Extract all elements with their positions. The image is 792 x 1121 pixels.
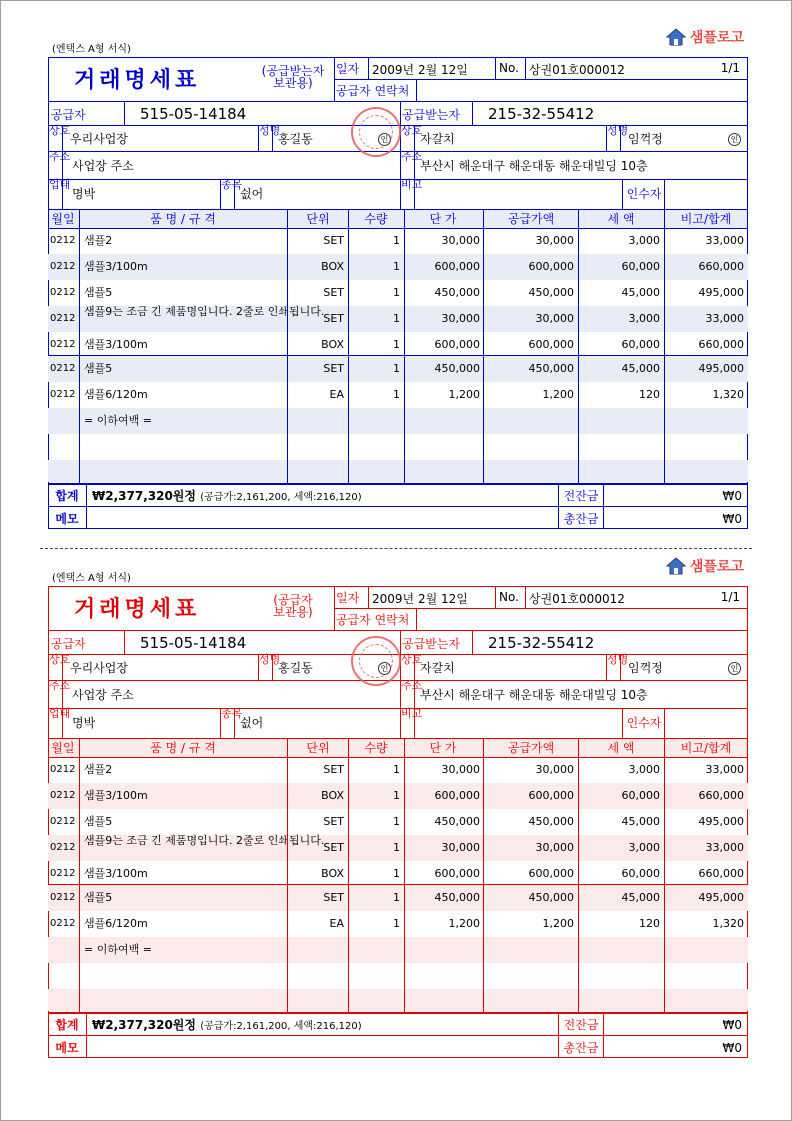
supplier-item-label: 종목 — [221, 707, 243, 720]
cell-qty: 1 — [393, 234, 400, 247]
cell-amount: 30,000 — [535, 763, 574, 776]
buyer-address: 부산시 해운대구 해운대동 해운대빌딩 10층 — [420, 159, 648, 173]
cell-price: 450,000 — [434, 891, 480, 904]
date-label: 일자 — [336, 62, 360, 76]
col-unit: 단위 — [306, 212, 330, 226]
cell-price: 30,000 — [441, 841, 480, 854]
supplier-seal: 인 — [378, 133, 391, 146]
supplier-reg-no: 515-05-14184 — [140, 634, 247, 652]
supplier-type: 명박 — [72, 716, 96, 730]
doc-number: 상권01호000012 — [529, 63, 625, 77]
cell-price: 30,000 — [441, 763, 480, 776]
cell-qty: 1 — [393, 286, 400, 299]
col-price: 단 가 — [429, 741, 457, 755]
total-amount-line — [92, 1016, 552, 1034]
cell-total: 1,320 — [712, 388, 744, 401]
cell-unit: BOX — [321, 338, 344, 351]
col-date: 월일 — [51, 741, 75, 755]
col-tax: 세 액 — [607, 212, 635, 226]
buyer-address: 부산시 해운대구 해운대동 해운대빌딩 10층 — [420, 688, 648, 702]
prev-balance-label: 전잔금 — [563, 1018, 599, 1032]
memo-label: 메모 — [55, 1041, 79, 1055]
logo — [666, 555, 744, 577]
cell-tax: 3,000 — [628, 234, 660, 247]
cell-tax: 60,000 — [621, 338, 660, 351]
cell-item: 샘플5 — [84, 286, 113, 299]
cell-amount: 600,000 — [528, 867, 574, 880]
supplier-name-label: 상호 — [49, 653, 71, 666]
cell-item: = 이하여백 = — [84, 414, 152, 427]
cell-unit: EA — [329, 917, 344, 930]
cell-unit: SET — [323, 286, 344, 299]
buyer-note-label: 비고 — [401, 707, 423, 720]
table-row — [48, 885, 748, 911]
cell-date — [50, 408, 78, 434]
supplier-name: 우리사업장 — [70, 132, 128, 146]
prev-balance: ₩0 — [722, 1018, 742, 1032]
cell-tax: 120 — [639, 917, 660, 930]
total-amount-line — [92, 487, 552, 505]
cell-qty: 1 — [393, 763, 400, 776]
cell-total: 660,000 — [698, 338, 744, 351]
supplier-address: 사업장 주소 — [72, 688, 134, 702]
cell-tax: 120 — [639, 388, 660, 401]
cell-qty: 1 — [393, 362, 400, 375]
total-balance: ₩0 — [722, 512, 742, 526]
table-row — [48, 757, 748, 783]
cell-item: 샘플3/100m — [84, 867, 148, 880]
cell-price: 1,200 — [448, 388, 480, 401]
cell-total: 33,000 — [705, 312, 744, 325]
cell-total: 33,000 — [705, 763, 744, 776]
cell-total: 33,000 — [705, 841, 744, 854]
cell-date: 0212 — [50, 287, 76, 298]
cell-price — [404, 937, 480, 963]
prev-balance-label: 전잔금 — [563, 489, 599, 503]
cell-price: 450,000 — [434, 815, 480, 828]
cell-date: 0212 — [50, 339, 76, 350]
cell-item: = 이하여백 = — [84, 943, 152, 956]
supplier-type-label: 업태 — [49, 707, 71, 720]
buyer-name: 자갈치 — [420, 132, 455, 146]
cell-price: 1,200 — [448, 917, 480, 930]
cell-date: 0212 — [50, 918, 76, 929]
empty-row — [48, 989, 748, 1011]
cell-item: 샘플3/100m — [84, 338, 148, 351]
cell-item: 샘플5 — [84, 891, 113, 904]
col-date: 월일 — [51, 212, 75, 226]
supplier-item-label: 종목 — [221, 178, 243, 191]
buyer-seal: 인 — [728, 662, 741, 675]
cell-unit: BOX — [321, 789, 344, 802]
col-item: 품 명 / 규 격 — [150, 741, 216, 755]
cell-amount: 600,000 — [528, 260, 574, 273]
company-stamp — [351, 107, 401, 157]
memo-value — [92, 1039, 552, 1057]
date-value: 2009년 2월 12일 — [372, 63, 468, 77]
buyer-label: 공급받는자 — [402, 637, 460, 651]
cell-unit: BOX — [321, 260, 344, 273]
cell-amount: 600,000 — [528, 338, 574, 351]
buyer-label: 공급받는자 — [402, 108, 460, 122]
supplier-item: 쉾어 — [240, 187, 264, 201]
company-stamp — [351, 636, 401, 686]
cell-price: 450,000 — [434, 362, 480, 375]
buyer-rep: 임꺽정 — [628, 132, 663, 146]
supplier-reg-no: 515-05-14184 — [140, 105, 247, 123]
cell-qty: 1 — [393, 789, 400, 802]
col-total: 비고/합계 — [680, 212, 732, 226]
cell-amount: 600,000 — [528, 789, 574, 802]
cell-unit: SET — [323, 763, 344, 776]
supplier-rep-label: 성명 — [259, 653, 281, 666]
home-icon — [666, 556, 686, 576]
supplier-item: 쉾어 — [240, 716, 264, 730]
cell-date: 0212 — [50, 389, 76, 400]
cell-unit: SET — [323, 841, 344, 854]
invoice-buyer-copy — [0, 0, 792, 540]
col-qty: 수량 — [364, 212, 388, 226]
receiver-label: 인수자 — [626, 716, 662, 730]
cell-unit: BOX — [321, 867, 344, 880]
cell-tax: 3,000 — [628, 763, 660, 776]
cell-amount: 450,000 — [528, 891, 574, 904]
contact-label: 공급자 연락처 — [336, 613, 410, 627]
cell-price: 450,000 — [434, 286, 480, 299]
supplier-seal: 인 — [378, 662, 391, 675]
table-row — [48, 228, 748, 254]
col-unit: 단위 — [306, 741, 330, 755]
buyer-rep-label: 성명 — [607, 124, 629, 137]
cell-total: 660,000 — [698, 260, 744, 273]
col-total: 비고/합계 — [680, 741, 732, 755]
cell-date: 0212 — [50, 892, 76, 903]
table-row — [48, 809, 748, 835]
invoice-supplier-copy — [0, 529, 792, 1069]
buyer-rep-label: 성명 — [607, 653, 629, 666]
total-amount: ₩2,377,320원정 — [92, 489, 196, 503]
table-row — [48, 408, 748, 434]
table-row — [48, 356, 748, 382]
cell-tax: 45,000 — [621, 362, 660, 375]
cell-tax: 3,000 — [628, 841, 660, 854]
cell-price: 600,000 — [434, 789, 480, 802]
cell-date: 0212 — [50, 842, 76, 853]
total-detail: (공급가:2,161,200, 세액:216,120) — [200, 1021, 362, 1032]
cell-date: 0212 — [50, 868, 76, 879]
cell-unit — [288, 937, 344, 963]
col-amount: 공급가액 — [507, 741, 555, 755]
supplier-name: 우리사업장 — [70, 661, 128, 675]
buyer-name: 자갈치 — [420, 661, 455, 675]
total-balance: ₩0 — [722, 1041, 742, 1055]
cell-qty: 1 — [393, 815, 400, 828]
copy-label: (공급자 보관용) — [273, 593, 313, 619]
buyer-addr-label: 주소 — [401, 150, 423, 163]
copy-label: (공급받는자 보관용) — [261, 64, 325, 90]
supplier-type: 명박 — [72, 187, 96, 201]
cell-qty: 1 — [393, 388, 400, 401]
invoice-table — [48, 57, 748, 529]
cell-tax: 45,000 — [621, 286, 660, 299]
cell-qty: 1 — [393, 841, 400, 854]
cell-price: 600,000 — [434, 338, 480, 351]
logo — [666, 26, 744, 48]
cell-total: 660,000 — [698, 867, 744, 880]
total-balance-label: 총잔금 — [563, 512, 599, 526]
supplier-name-label: 상호 — [49, 124, 71, 137]
home-icon — [666, 27, 686, 47]
col-item: 품 명 / 규 격 — [150, 212, 216, 226]
total-label: 합계 — [55, 1018, 79, 1032]
cell-tax: 45,000 — [621, 891, 660, 904]
buyer-note — [420, 185, 620, 203]
doc-title: 거래명세표 — [74, 596, 201, 622]
buyer-reg-no: 215-32-55412 — [488, 105, 595, 123]
supplier-label: 공급자 — [51, 108, 86, 122]
cell-price: 30,000 — [441, 312, 480, 325]
cell-date: 0212 — [50, 363, 76, 374]
table-row — [48, 911, 748, 937]
supplier-rep: 홍길동 — [278, 132, 313, 146]
table-row — [48, 835, 748, 861]
total-amount: ₩2,377,320원정 — [92, 1018, 196, 1032]
cell-qty: 1 — [393, 891, 400, 904]
cell-item: 샘플2 — [84, 234, 113, 247]
date-label: 일자 — [336, 591, 360, 605]
table-row — [48, 783, 748, 809]
cell-tax: 3,000 — [628, 312, 660, 325]
cell-item: 샘플9는 조금 긴 제품명입니다. 2줄로 인쇄됩니다. — [84, 305, 325, 318]
cell-date: 0212 — [50, 790, 76, 801]
cell-total: 495,000 — [698, 362, 744, 375]
cell-total: 495,000 — [698, 891, 744, 904]
cell-amount: 450,000 — [528, 362, 574, 375]
cell-unit: SET — [323, 234, 344, 247]
cell-unit: EA — [329, 388, 344, 401]
cell-total: 1,320 — [712, 917, 744, 930]
doc-number: 상권01호000012 — [529, 592, 625, 606]
cell-unit: SET — [323, 815, 344, 828]
table-row — [48, 254, 748, 280]
buyer-rep: 임꺽정 — [628, 661, 663, 675]
cell-date: 0212 — [50, 261, 76, 272]
supplier-addr-label: 주소 — [49, 150, 71, 163]
contact-label: 공급자 연락처 — [336, 84, 410, 98]
cell-amount: 30,000 — [535, 312, 574, 325]
cell-amount: 450,000 — [528, 815, 574, 828]
total-balance-label: 총잔금 — [563, 1041, 599, 1055]
empty-row — [48, 460, 748, 482]
cell-date: 0212 — [50, 313, 76, 324]
cell-qty: 1 — [393, 260, 400, 273]
supplier-label: 공급자 — [51, 637, 86, 651]
col-qty: 수량 — [364, 741, 388, 755]
cell-date: 0212 — [50, 764, 76, 775]
cell-unit: SET — [323, 362, 344, 375]
cell-amount: 450,000 — [528, 286, 574, 299]
form-name: (엔택스 A형 서식) — [52, 573, 131, 584]
cell-total: 33,000 — [705, 234, 744, 247]
prev-balance: ₩0 — [722, 489, 742, 503]
cell-item: 샘플6/120m — [84, 917, 148, 930]
cell-amount — [484, 408, 574, 434]
cell-unit: SET — [323, 891, 344, 904]
cell-tax — [578, 408, 660, 434]
cell-amount: 1,200 — [542, 388, 574, 401]
doc-title: 거래명세표 — [74, 67, 201, 93]
date-value: 2009년 2월 12일 — [372, 592, 468, 606]
cell-qty — [348, 408, 400, 434]
cell-total: 495,000 — [698, 286, 744, 299]
table-row — [48, 306, 748, 332]
cell-price — [404, 408, 480, 434]
supplier-addr-label: 주소 — [49, 679, 71, 692]
cell-item: 샘플3/100m — [84, 260, 148, 273]
page-number: 1/1 — [720, 61, 740, 75]
cell-price: 600,000 — [434, 260, 480, 273]
cell-date: 0212 — [50, 816, 76, 827]
cell-amount: 30,000 — [535, 234, 574, 247]
col-amount: 공급가액 — [507, 212, 555, 226]
cell-unit: SET — [323, 312, 344, 325]
supplier-rep: 홍길동 — [278, 661, 313, 675]
page-number: 1/1 — [720, 590, 740, 604]
cell-qty: 1 — [393, 338, 400, 351]
total-label: 합계 — [55, 489, 79, 503]
cell-tax: 60,000 — [621, 260, 660, 273]
table-row — [48, 937, 748, 963]
cell-item: 샘플9는 조금 긴 제품명입니다. 2줄로 인쇄됩니다. — [84, 834, 325, 847]
cell-item: 샘플5 — [84, 815, 113, 828]
cell-date — [50, 937, 78, 963]
memo-label: 메모 — [55, 512, 79, 526]
table-row — [48, 382, 748, 408]
no-label: No. — [499, 61, 519, 75]
buyer-name-label: 상호 — [401, 124, 423, 137]
col-price: 단 가 — [429, 212, 457, 226]
receiver-label: 인수자 — [626, 187, 662, 201]
logo-text: 샘플로고 — [689, 559, 744, 575]
cell-date: 0212 — [50, 235, 76, 246]
buyer-note-label: 비고 — [401, 178, 423, 191]
cell-tax: 60,000 — [621, 867, 660, 880]
buyer-reg-no: 215-32-55412 — [488, 634, 595, 652]
cell-item: 샘플5 — [84, 362, 113, 375]
cell-total — [664, 937, 744, 963]
cell-tax — [578, 937, 660, 963]
total-detail: (공급가:2,161,200, 세액:216,120) — [200, 492, 362, 503]
logo-text: 샘플로고 — [689, 30, 744, 46]
cell-qty: 1 — [393, 312, 400, 325]
buyer-seal: 인 — [728, 133, 741, 146]
buyer-note — [420, 714, 620, 732]
invoice-table — [48, 586, 748, 1058]
cell-item: 샘플2 — [84, 763, 113, 776]
cell-price: 30,000 — [441, 234, 480, 247]
cell-price: 600,000 — [434, 867, 480, 880]
cell-total: 495,000 — [698, 815, 744, 828]
table-row — [48, 280, 748, 306]
memo-value — [92, 510, 552, 528]
cell-qty — [348, 937, 400, 963]
supplier-rep-label: 성명 — [259, 124, 281, 137]
no-label: No. — [499, 590, 519, 604]
col-tax: 세 액 — [607, 741, 635, 755]
cell-qty: 1 — [393, 867, 400, 880]
cell-tax: 45,000 — [621, 815, 660, 828]
buyer-name-label: 상호 — [401, 653, 423, 666]
supplier-type-label: 업태 — [49, 178, 71, 191]
cell-total — [664, 408, 744, 434]
cell-total: 660,000 — [698, 789, 744, 802]
cell-amount: 1,200 — [542, 917, 574, 930]
form-name: (엔택스 A형 서식) — [52, 44, 131, 55]
cell-amount: 30,000 — [535, 841, 574, 854]
cell-tax: 60,000 — [621, 789, 660, 802]
cell-unit — [288, 408, 344, 434]
cell-item: 샘플3/100m — [84, 789, 148, 802]
supplier-address: 사업장 주소 — [72, 159, 134, 173]
cell-qty: 1 — [393, 917, 400, 930]
buyer-addr-label: 주소 — [401, 679, 423, 692]
cell-item: 샘플6/120m — [84, 388, 148, 401]
cell-amount — [484, 937, 574, 963]
